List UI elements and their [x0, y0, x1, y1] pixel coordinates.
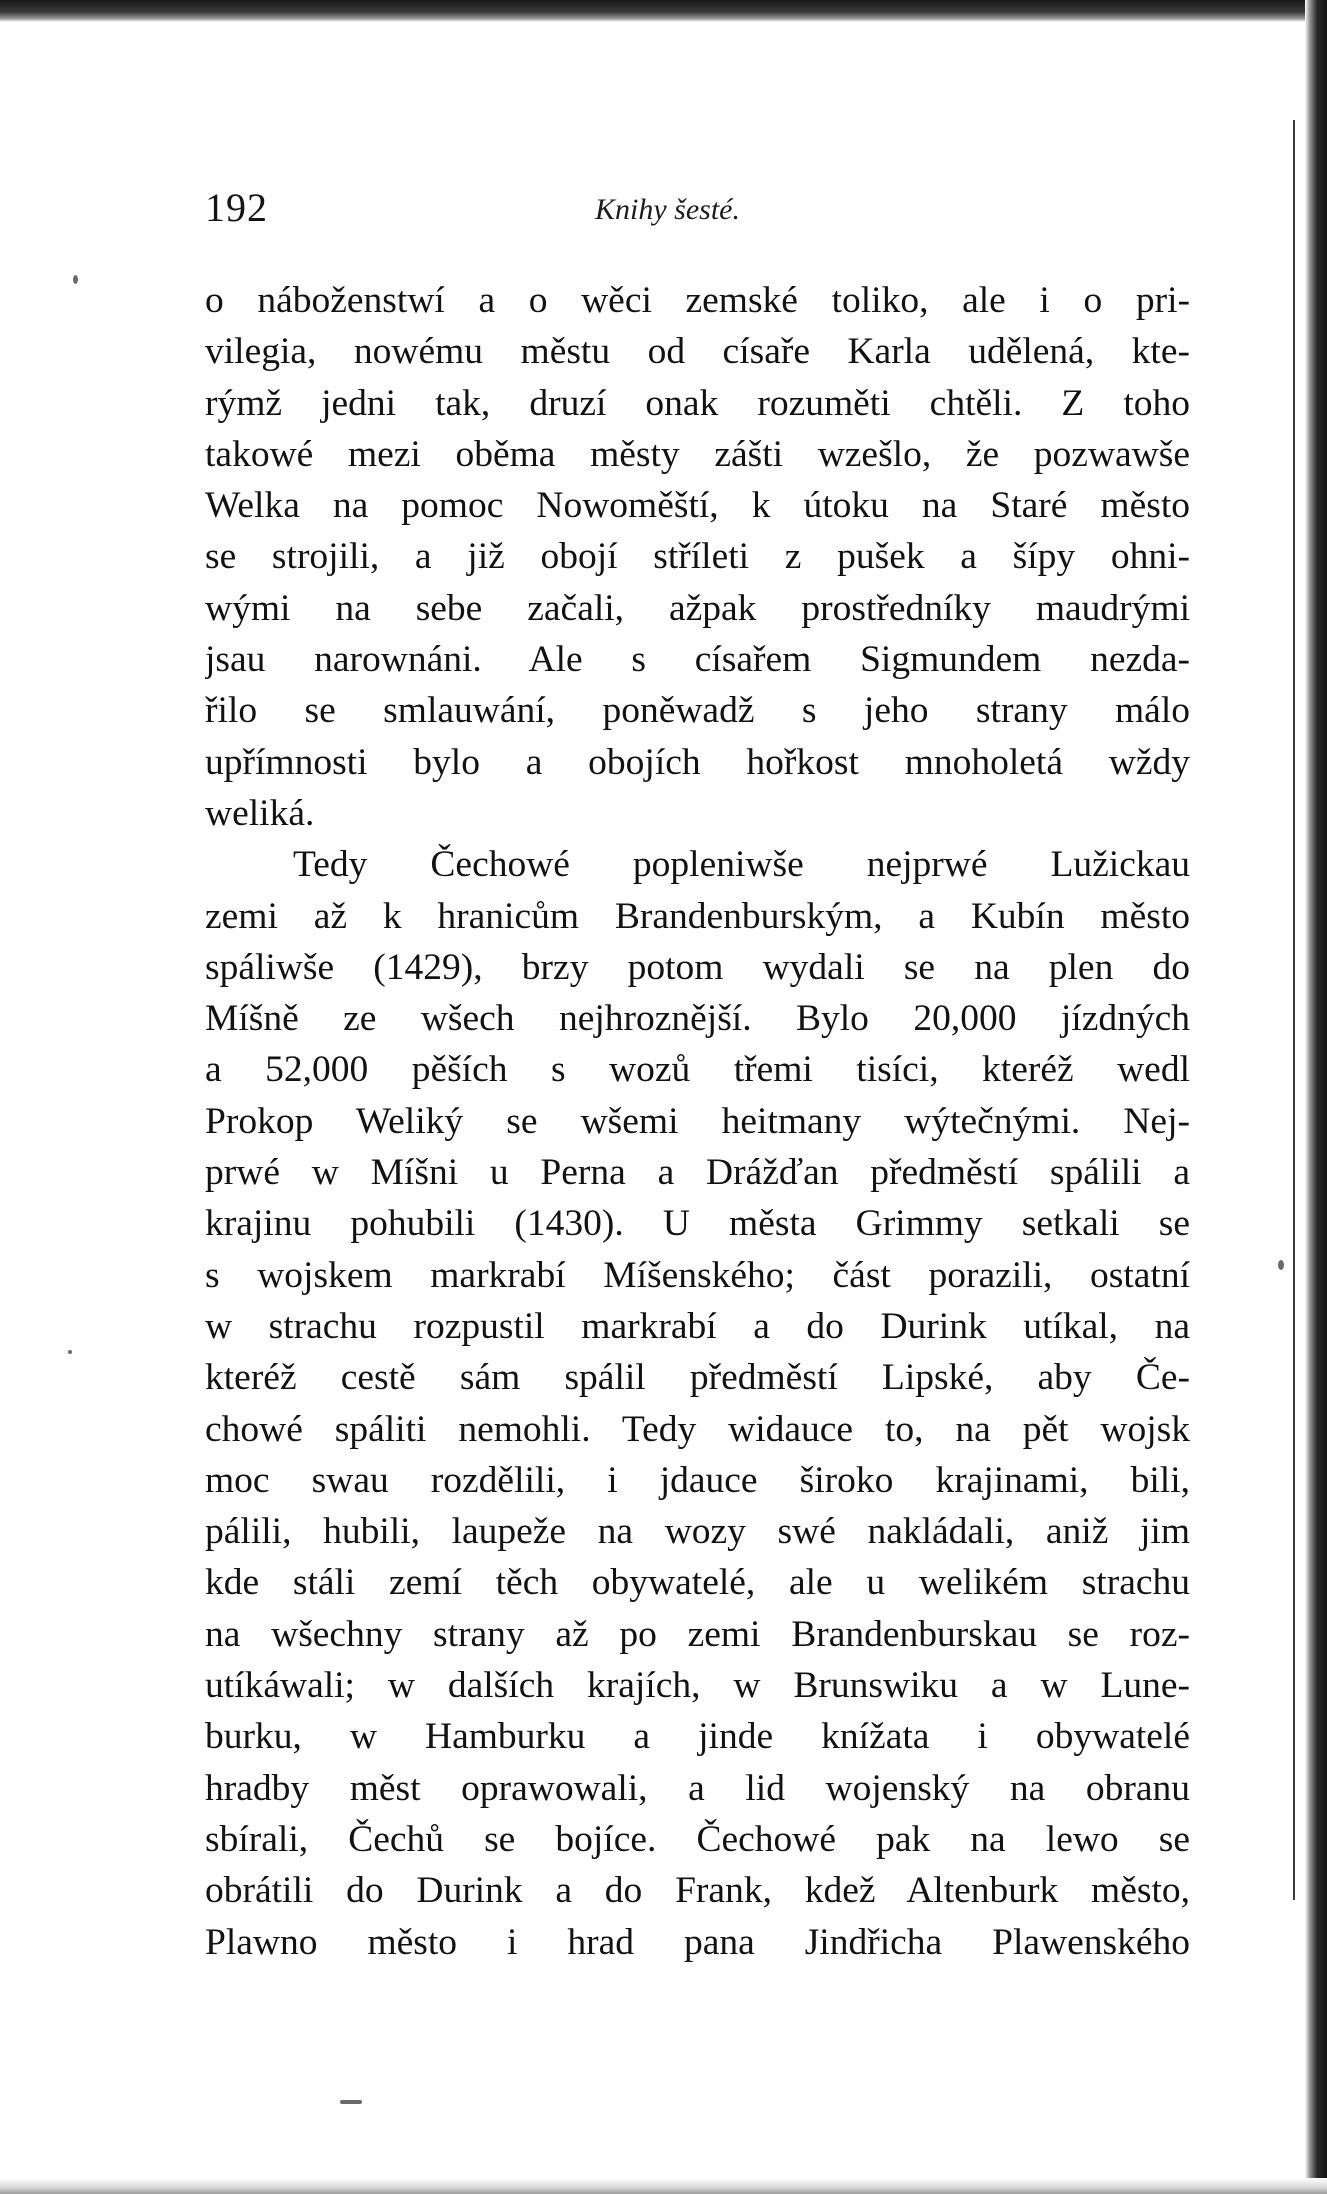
scan-border-top	[0, 0, 1327, 22]
text-line: s wojskem markrabí Míšenského; část porazili, ostatní	[205, 1254, 1190, 1296]
text-line: jsau narownáni. Ale s císařem Sigmundem nezda-	[205, 639, 1190, 681]
text-line: hradby měst oprawowali, a lid wojenský na obranu	[205, 1767, 1190, 1809]
page-number: 192	[205, 185, 268, 230]
text-line: na wšechny strany až po zemi Brandenburskau se roz-	[205, 1613, 1190, 1655]
text-line: Plawno město i hrad pana Jindřicha Plawenského	[205, 1921, 1190, 1963]
text-line: a 52,000 pěších s wozů třemi tisíci, kteréž wedl	[205, 1049, 1190, 1091]
text-line: upřímnosti bylo a obojích hořkost mnoholetá wždy	[205, 741, 1190, 783]
text-line: burku, w Hamburku a jinde knížata i obywatelé	[205, 1716, 1190, 1758]
text-line: takowé mezi oběma městy zášti wzešlo, že pozwawše	[205, 433, 1190, 475]
scan-speck	[340, 2100, 362, 2104]
text-line: řilo se smlauwání, poněwadž s jeho strany málo	[205, 690, 1190, 732]
scan-speck	[73, 275, 78, 284]
text-line: sbírali, Čechů se bojíce. Čechowé pak na lewo se	[205, 1818, 1190, 1860]
scan-border-right	[1305, 0, 1327, 2194]
scan-border-bottom	[0, 2178, 1327, 2194]
text-line: Míšně ze wšech nejhroznější. Bylo 20,000 jízdných	[205, 998, 1190, 1040]
text-line: se strojili, a již obojí stříleti z pušek a šípy ohni-	[205, 536, 1190, 578]
scan-speck	[68, 1350, 72, 1354]
text-line: kde stáli zemí těch obywatelé, ale u welikém strachu	[205, 1562, 1190, 1604]
text-line: zemi až k hranicům Brandenburským, a Kubín město	[205, 895, 1190, 937]
text-line: kteréž cestě sám spálil předměstí Lipské, aby Če-	[205, 1357, 1190, 1399]
text-line: w strachu rozpustil markrabí a do Durink utíkal, na	[205, 1305, 1190, 1347]
text-line: pálili, hubili, laupeže na wozy swé nakládali, aniž jim	[205, 1511, 1190, 1553]
paragraph-first-line: Tedy Čechowé popleniwše nejprwé Lužickau	[293, 844, 1190, 886]
text-line: utíkáwali; w dalších krajích, w Brunswiku a w Lune-	[205, 1665, 1190, 1707]
text-line: spáliwše (1429), brzy potom wydali se na plen do	[205, 946, 1190, 988]
body-text	[205, 275, 1190, 1968]
text-line: weliká.	[205, 792, 315, 834]
text-line: Prokop Weliký se wšemi heitmany wýtečnými. Nej-	[205, 1100, 1190, 1142]
text-line: o náboženstwí a o wěci zemské toliko, ale i o pri-	[205, 280, 1190, 321]
text-line: chowé spáliti nemohli. Tedy widauce to, na pět wojsk	[205, 1408, 1190, 1450]
text-line: krajinu pohubili (1430). U města Grimmy setkali se	[205, 1203, 1190, 1245]
page-edge-line	[1293, 120, 1295, 1900]
text-line: Welka na pomoc Nowoměští, k útoku na Staré město	[205, 485, 1190, 527]
text-line: rýmž jedni tak, druzí onak rozuměti chtěli. Z toho	[205, 382, 1190, 424]
text-line: wými na sebe začali, ažpak prostředníky maudrými	[205, 587, 1190, 629]
scan-speck	[1278, 1260, 1284, 1270]
text-line: moc swau rozdělili, i jdauce široko krajinami, bili,	[205, 1459, 1190, 1501]
text-line: obrátili do Durink a do Frank, kdež Altenburk město,	[205, 1870, 1190, 1912]
text-line: prwé w Míšni u Perna a Drážďan předměstí spálili a	[205, 1152, 1190, 1194]
running-head: Knihy šesté.	[595, 193, 740, 226]
text-line: vilegia, nowému městu od císaře Karla udělená, kte-	[205, 331, 1190, 373]
